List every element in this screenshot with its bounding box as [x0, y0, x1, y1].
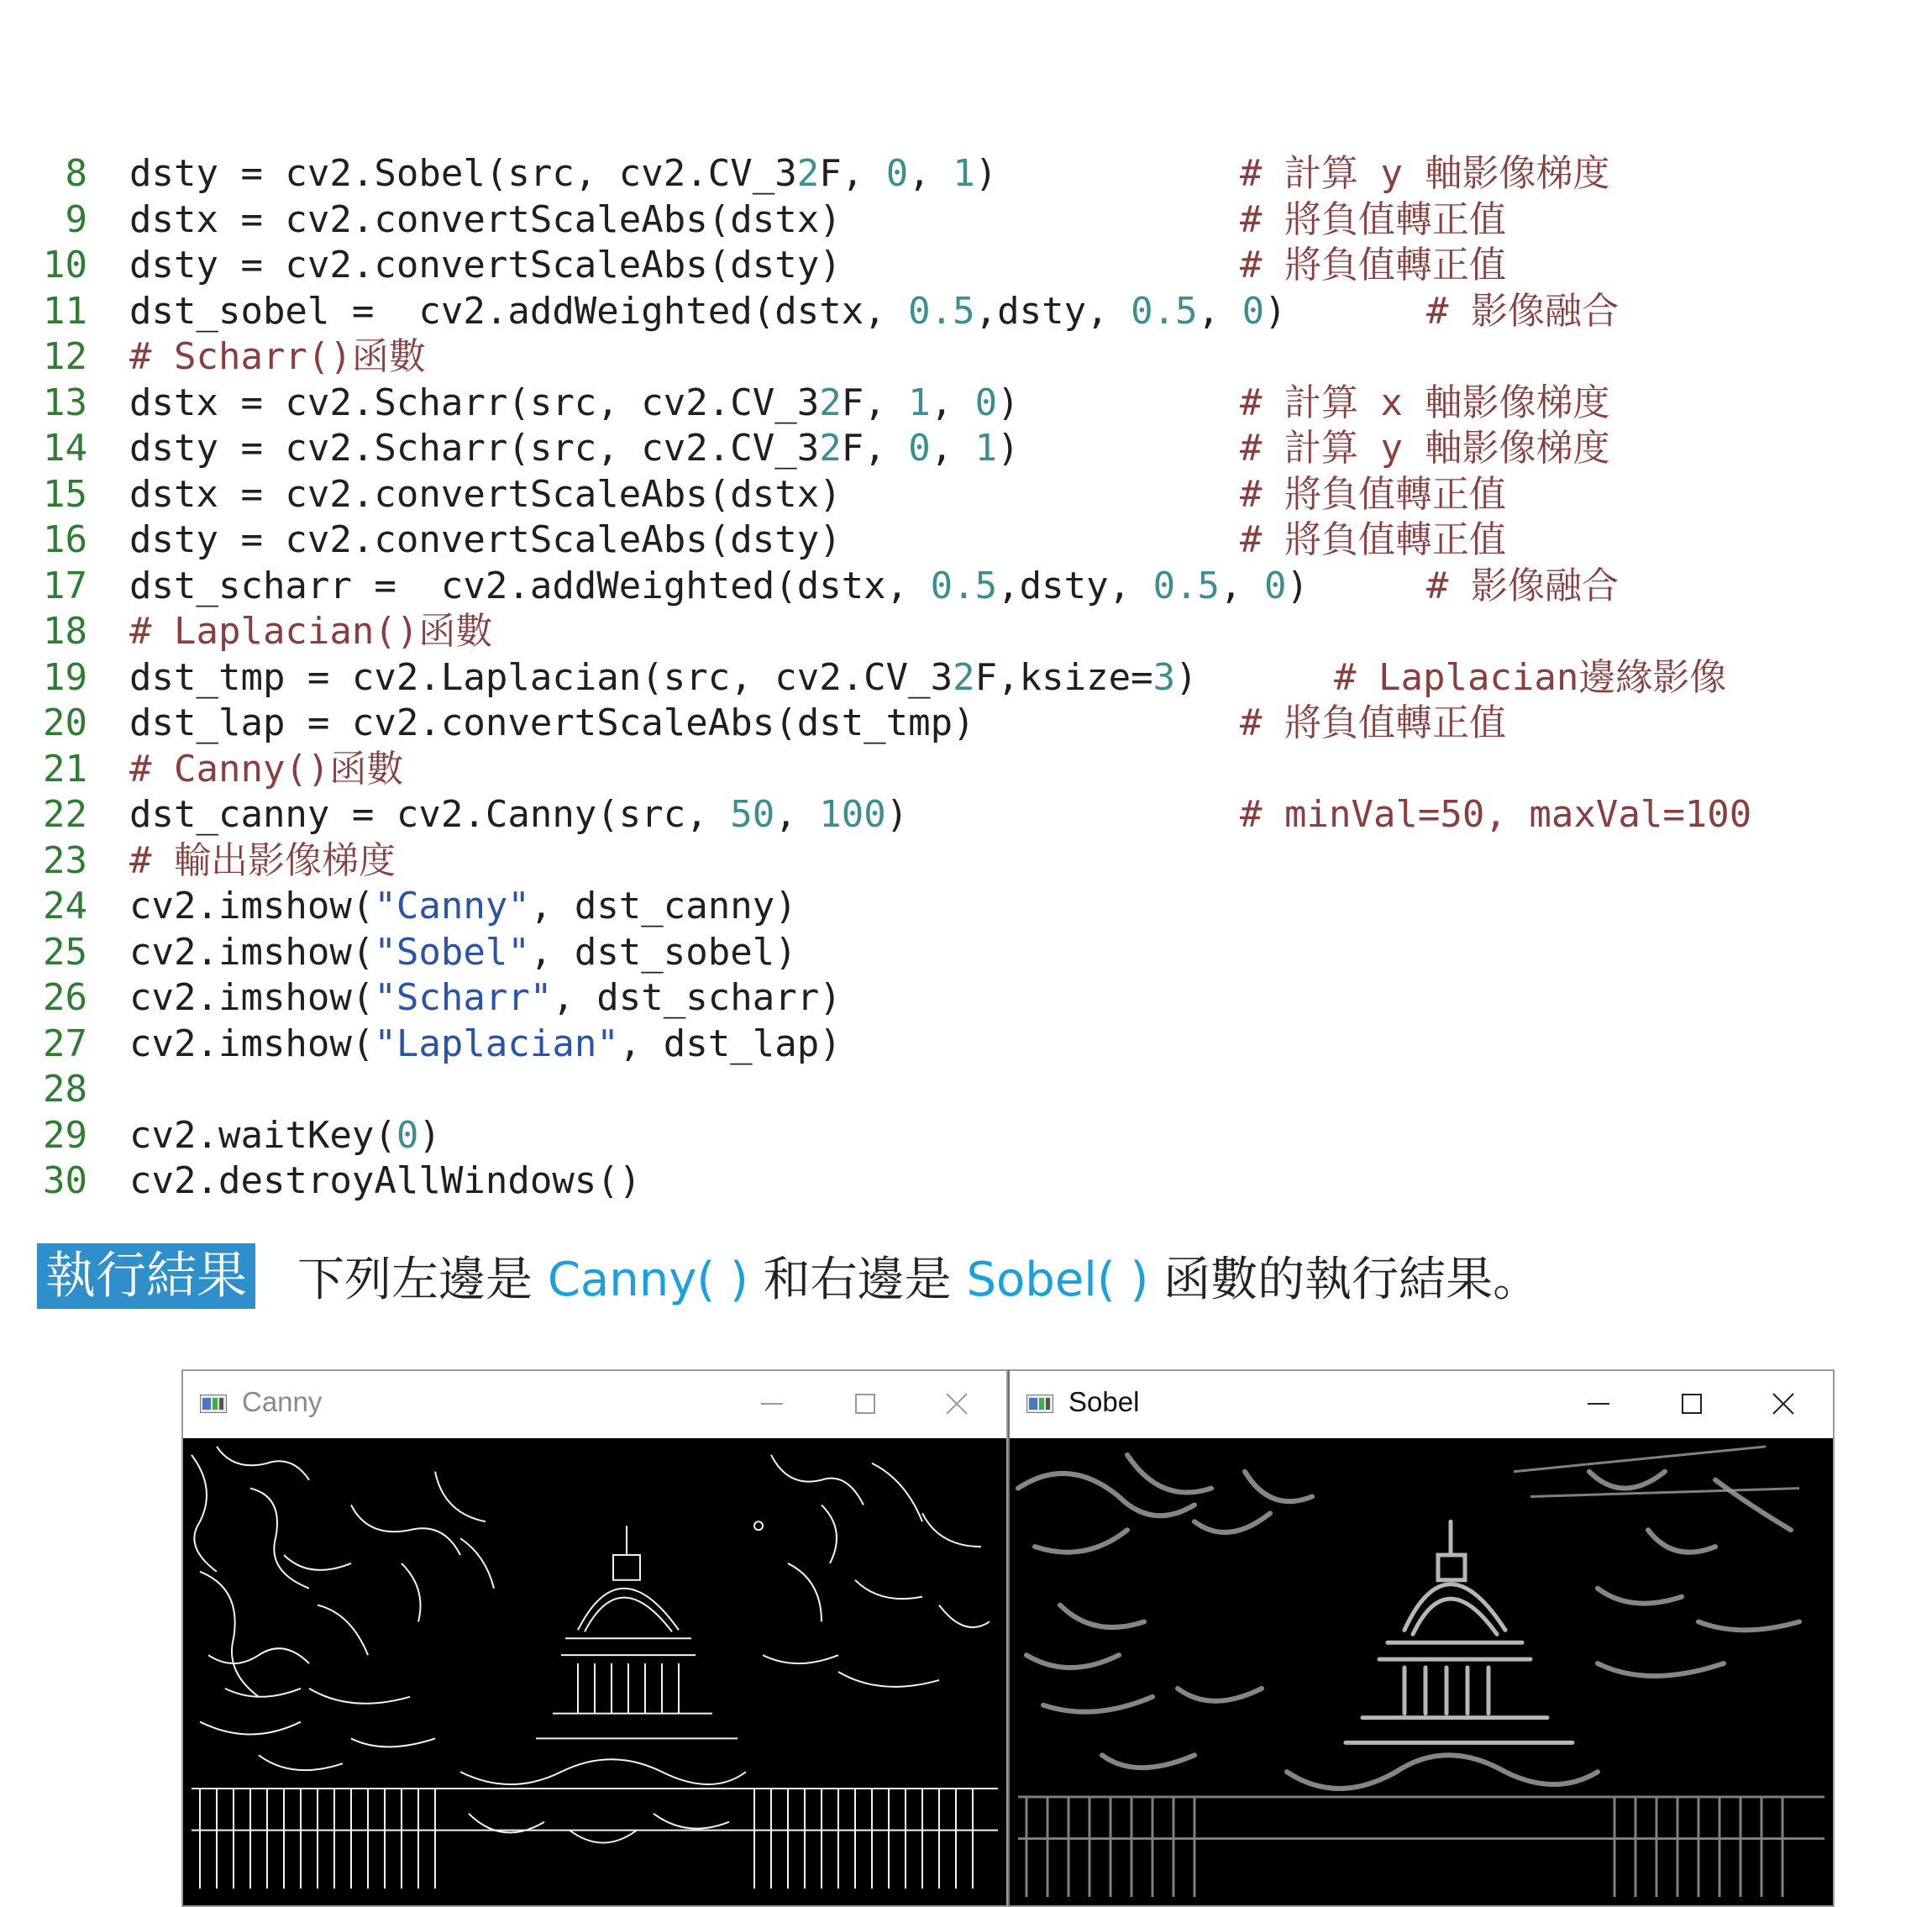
line-number: 9	[65, 197, 87, 241]
code-line	[40, 426, 1905, 472]
canny-window[interactable]	[181, 1369, 1008, 1907]
code-line	[40, 1022, 1905, 1068]
app-window-icon	[200, 1395, 227, 1413]
line-number: 25	[43, 930, 87, 974]
code-text: dst_canny = cv2.Canny(src, 50, 100)	[129, 793, 909, 836]
code-comment: # 計算 y 軸影像梯度	[1240, 152, 1610, 195]
code-line	[40, 792, 1905, 838]
sobel-window[interactable]	[1008, 1369, 1835, 1907]
code-line	[40, 609, 1905, 655]
code-line	[40, 472, 1905, 518]
line-number: 20	[43, 701, 87, 744]
code-line	[40, 381, 1905, 427]
code-comment: # 計算 y 軸影像梯度	[1240, 427, 1610, 470]
line-number: 24	[43, 885, 87, 927]
caption-sobel-highlight: Sobel( )	[966, 1253, 1149, 1307]
code-text: # Laplacian()函數	[129, 610, 493, 653]
sobel-edge-image	[1010, 1438, 1833, 1905]
line-number: 14	[43, 427, 87, 470]
line-number: 12	[43, 335, 87, 378]
code-line	[40, 564, 1905, 610]
code-text: cv2.destroyAllWindows()	[129, 1159, 642, 1202]
code-listing	[40, 151, 1905, 1205]
code-text: # Canny()函數	[129, 747, 404, 791]
code-text: cv2.imshow("Canny", dst_canny)	[129, 885, 797, 927]
line-number: 11	[43, 289, 87, 333]
code-text: dst_sobel = cv2.addWeighted(dstx, 0.5,dsty, 0.5, 0)	[129, 289, 1287, 333]
close-icon[interactable]	[1762, 1383, 1804, 1425]
caption-canny-highlight: Canny( )	[547, 1253, 748, 1307]
window-title: Canny	[242, 1386, 323, 1417]
code-comment: # Laplacian邊緣影像	[1334, 655, 1727, 699]
code-line	[40, 884, 1905, 930]
line-number: 29	[43, 1113, 87, 1157]
code-text: dsty = cv2.Sobel(src, cv2.CV_32F, 0, 1)	[129, 152, 998, 195]
code-text: dstx = cv2.Scharr(src, cv2.CV_32F, 1, 0)	[129, 381, 1020, 424]
line-number: 30	[43, 1159, 87, 1202]
result-caption	[297, 1242, 1540, 1310]
line-number: 10	[43, 244, 87, 286]
code-text: dsty = cv2.convertScaleAbs(dsty)	[129, 518, 842, 561]
sobel-edge-drawing	[1010, 1438, 1833, 1905]
code-comment: # 影像融合	[1426, 564, 1619, 607]
code-comment: # 將負值轉正值	[1240, 472, 1506, 516]
line-number: 8	[65, 152, 87, 195]
code-comment: # 將負值轉正值	[1240, 701, 1506, 744]
maximize-icon[interactable]	[843, 1383, 885, 1425]
code-line	[40, 517, 1905, 564]
line-number: 15	[43, 472, 87, 516]
code-line	[40, 838, 1905, 885]
minimize-icon[interactable]	[1578, 1383, 1620, 1425]
code-line	[40, 655, 1905, 701]
line-number: 28	[43, 1068, 87, 1111]
minimize-icon[interactable]	[751, 1383, 793, 1425]
code-line	[40, 1067, 1905, 1113]
code-text: cv2.imshow("Laplacian", dst_lap)	[129, 1022, 842, 1065]
code-comment: # 將負值轉正值	[1240, 244, 1506, 286]
app-window-icon	[1026, 1395, 1053, 1413]
code-comment: # 計算 x 軸影像梯度	[1240, 381, 1610, 424]
code-line	[40, 334, 1905, 381]
code-text: dsty = cv2.convertScaleAbs(dsty)	[129, 244, 842, 286]
code-text: cv2.imshow("Scharr", dst_scharr)	[129, 976, 842, 1019]
line-number: 18	[43, 610, 87, 653]
caption-text: 函數的執行結果。	[1148, 1253, 1541, 1307]
code-line	[40, 243, 1905, 289]
close-icon[interactable]	[936, 1383, 978, 1425]
code-text: dstx = cv2.convertScaleAbs(dstx)	[129, 472, 842, 516]
line-number: 27	[43, 1022, 87, 1065]
result-badge: 執行結果	[37, 1243, 255, 1309]
sobel-window-titlebar[interactable]	[1010, 1371, 1833, 1438]
code-text: cv2.imshow("Sobel", dst_sobel)	[129, 930, 797, 974]
caption-text: 下列左邊是	[297, 1253, 548, 1307]
line-number: 22	[43, 793, 87, 836]
canny-edge-drawing	[183, 1438, 1006, 1905]
line-number: 19	[43, 655, 87, 699]
code-comment: # 將負值轉正值	[1240, 518, 1506, 561]
code-text: dstx = cv2.convertScaleAbs(dstx)	[129, 197, 842, 241]
code-text: dst_lap = cv2.convertScaleAbs(dst_tmp)	[129, 701, 975, 744]
window-title: Sobel	[1068, 1386, 1140, 1417]
line-number: 13	[43, 381, 87, 424]
code-line	[40, 151, 1905, 197]
code-text: # Scharr()函數	[129, 335, 426, 378]
line-number: 21	[43, 747, 87, 791]
line-number: 16	[43, 518, 87, 561]
code-line	[40, 1113, 1905, 1159]
caption-text: 和右邊是	[748, 1253, 967, 1307]
code-comment: # minVal=50, maxVal=100	[1240, 793, 1752, 836]
code-line	[40, 701, 1905, 747]
code-line	[40, 1158, 1905, 1205]
code-line	[40, 289, 1905, 335]
code-text: dst_scharr = cv2.addWeighted(dstx, 0.5,dsty, 0.5, 0)	[129, 564, 1310, 607]
code-line	[40, 747, 1905, 793]
code-comment: # 影像融合	[1426, 289, 1619, 333]
code-text: dst_tmp = cv2.Laplacian(src, cv2.CV_32F,ksize=3)	[129, 655, 1198, 699]
code-line	[40, 197, 1905, 244]
line-number: 23	[43, 838, 87, 882]
code-text: dsty = cv2.Scharr(src, cv2.CV_32F, 0, 1)	[129, 427, 1020, 470]
line-number: 17	[43, 564, 87, 607]
code-text: cv2.waitKey(0)	[129, 1113, 441, 1157]
canny-edge-image	[183, 1438, 1006, 1905]
code-comment: # 將負值轉正值	[1240, 197, 1506, 241]
canny-window-titlebar[interactable]	[183, 1371, 1006, 1438]
code-line	[40, 975, 1905, 1022]
code-text: # 輸出影像梯度	[129, 838, 396, 882]
code-line	[40, 930, 1905, 976]
maximize-icon[interactable]	[1670, 1383, 1712, 1425]
result-caption-row	[37, 1243, 1540, 1309]
line-number: 26	[43, 976, 87, 1019]
